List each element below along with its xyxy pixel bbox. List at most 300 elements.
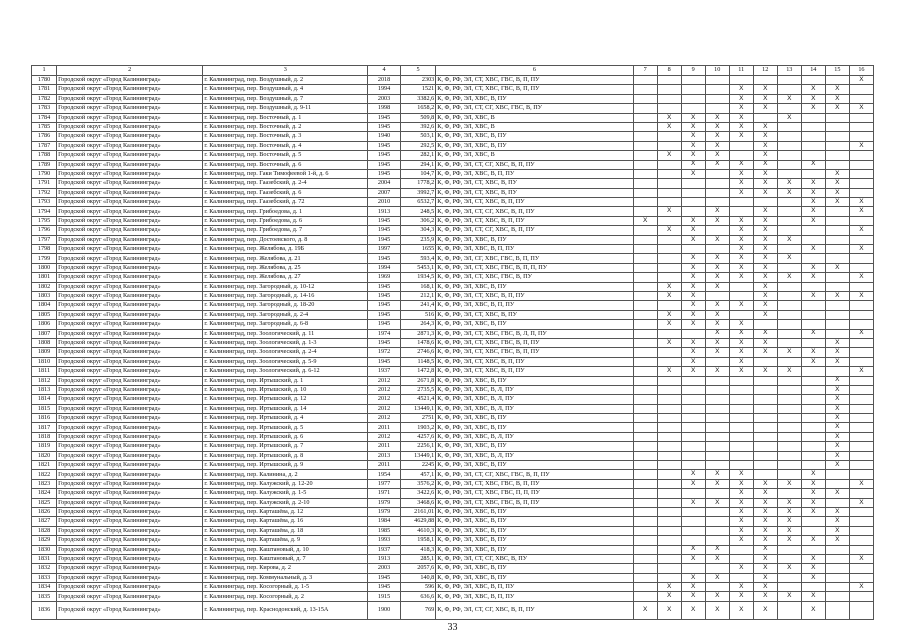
work-type-mark-cell: X [849,104,873,113]
work-type-mark-cell: X [753,601,777,619]
work-type-mark-cell [729,395,753,404]
work-type-mark-cell: X [753,169,777,178]
work-type-mark-cell [657,301,681,310]
work-type-mark-cell: X [705,216,729,225]
work-type-mark-cell [801,226,825,235]
row-number-cell: 1815 [32,404,57,413]
row-number-cell: 1784 [32,113,57,122]
work-type-mark-cell: X [681,254,705,263]
row-number-cell: 1792 [32,188,57,197]
address-cell: г. Калининград, пер. Калужский, д. 12-20 [203,479,368,488]
work-type-mark-cell: X [849,291,873,300]
work-type-mark-cell [849,592,873,601]
systems-cell: К, Ф, РФ, ЭЛ, ХВС, В, ПУ [436,564,633,573]
work-type-mark-cell [633,348,657,357]
area-cell: 2746,6 [400,348,436,357]
systems-cell: К, Ф, РФ, ЭЛ, ХВС, В, ПУ [436,545,633,554]
work-type-mark-cell [633,461,657,470]
work-type-mark-cell: X [705,329,729,338]
systems-cell: К, Ф, РФ, ЭЛ, ХВС, В, ПУ [436,282,633,291]
work-type-mark-cell [633,76,657,85]
work-type-mark-cell [633,310,657,319]
address-cell: г. Калининград, пер. Восточный, д. 4 [203,141,368,150]
municipality-cell: Городской округ «Город Калининград» [57,385,203,394]
row-number-cell: 1801 [32,273,57,282]
work-type-mark-cell [777,310,801,319]
address-cell: г. Калининград, пер. Воздушный, д. 7 [203,94,368,103]
work-type-mark-cell [657,451,681,460]
year-cell: 2010 [368,198,400,207]
work-type-mark-cell [729,291,753,300]
area-cell: 4257,6 [400,432,436,441]
work-type-mark-cell: X [825,94,849,103]
work-type-mark-cell [657,423,681,432]
area-cell: 1478,6 [400,338,436,347]
work-type-mark-cell: X [681,320,705,329]
work-type-mark-cell [705,226,729,235]
row-number-cell: 1825 [32,498,57,507]
work-type-mark-cell: X [825,404,849,413]
work-type-mark-cell: X [825,451,849,460]
work-type-mark-cell: X [729,85,753,94]
table-row [32,188,874,197]
work-type-mark-cell: X [753,554,777,563]
work-type-mark-cell [705,583,729,592]
municipality-cell: Городской округ «Город Калининград» [57,169,203,178]
year-cell: 1945 [368,291,400,300]
work-type-mark-cell [849,404,873,413]
row-number-cell: 1821 [32,461,57,470]
row-number-cell: 1820 [32,451,57,460]
work-type-mark-cell [633,517,657,526]
work-type-mark-cell [777,76,801,85]
work-type-mark-cell [705,414,729,423]
work-type-mark-cell: X [681,310,705,319]
work-type-mark-cell: X [777,498,801,507]
work-type-mark-cell [681,385,705,394]
work-type-mark-cell [681,376,705,385]
table-row [32,489,874,498]
work-type-mark-cell [777,320,801,329]
work-type-mark-cell [777,132,801,141]
row-number-cell: 1829 [32,536,57,545]
municipality-cell: Городской округ «Город Калининград» [57,188,203,197]
work-type-mark-cell [681,198,705,207]
work-type-mark-cell: X [681,357,705,366]
work-type-mark-cell [681,451,705,460]
work-type-mark-cell [657,263,681,272]
systems-cell: К, Ф, РФ, ЭЛ, ХВС, В, ПУ [436,414,633,423]
work-type-mark-cell [657,573,681,582]
table-row [32,282,874,291]
address-cell: г. Калининград, пер. Воздушный, д. 9-11 [203,104,368,113]
work-type-mark-cell: X [681,583,705,592]
work-type-mark-cell [681,517,705,526]
work-type-mark-cell: X [705,573,729,582]
area-cell: 13449,1 [400,451,436,460]
work-type-mark-cell: X [657,592,681,601]
work-type-mark-cell [825,245,849,254]
work-type-mark-cell: X [753,263,777,272]
work-type-mark-cell: X [777,235,801,244]
municipality-cell: Городской округ «Город Калининград» [57,263,203,272]
work-type-mark-cell: X [825,198,849,207]
table-row [32,169,874,178]
work-type-mark-cell [681,179,705,188]
work-type-mark-cell: X [681,273,705,282]
work-type-mark-cell: X [801,479,825,488]
municipality-cell: Городской округ «Город Калининград» [57,76,203,85]
table-row [32,245,874,254]
work-type-mark-cell [849,414,873,423]
work-type-mark-cell [849,489,873,498]
row-number-cell: 1791 [32,179,57,188]
work-type-mark-cell [801,141,825,150]
work-type-mark-cell [681,432,705,441]
year-cell: 2003 [368,564,400,573]
address-cell: г. Калининград, пер. Иртышский, д. 12 [203,395,368,404]
work-type-mark-cell: X [729,367,753,376]
work-type-mark-cell: X [753,254,777,263]
area-cell: 2256,1 [400,442,436,451]
work-type-mark-cell: X [705,132,729,141]
year-cell: 1945 [368,235,400,244]
work-type-mark-cell [801,423,825,432]
work-type-mark-cell: X [729,517,753,526]
work-type-mark-cell [633,526,657,535]
address-cell: г. Калининград, пер. Иртышский, д. 10 [203,385,368,394]
work-type-mark-cell: X [753,592,777,601]
systems-cell: К, Ф, РФ, ЭЛ, ХВС, В, ПУ [436,461,633,470]
year-cell: 1979 [368,507,400,516]
address-cell: г. Калининград, пер. Желябова, д. 19Б [203,245,368,254]
table-row [32,517,874,526]
work-type-mark-cell [633,367,657,376]
systems-cell: К, Ф, РФ, ЭЛ, ХВС, В, П, ПУ [436,592,633,601]
work-type-mark-cell: X [849,198,873,207]
work-type-mark-cell: X [849,479,873,488]
work-type-mark-cell [633,423,657,432]
systems-cell: К, Ф, РФ, ЭЛ, СТ, ХВС, В, П, ПУ [436,291,633,300]
address-cell: г. Калининград, пер. Зоологический, д. 1-3 [203,338,368,347]
municipality-cell: Городской округ «Город Калининград» [57,132,203,141]
area-cell: 418,3 [400,545,436,554]
work-type-mark-cell [705,432,729,441]
work-type-mark-cell [801,414,825,423]
work-type-mark-cell [825,583,849,592]
address-cell: г. Калининград, пер. Грибоедова, д. 7 [203,226,368,235]
work-type-mark-cell: X [681,498,705,507]
table-row [32,536,874,545]
area-cell: 769 [400,601,436,619]
row-number-cell: 1831 [32,554,57,563]
systems-cell: К, Ф, РФ, ЭЛ, ХВС, В, П, ПУ [436,169,633,178]
area-cell: 392,6 [400,122,436,131]
work-type-mark-cell [849,601,873,619]
work-type-mark-cell: X [729,536,753,545]
work-type-mark-cell [633,442,657,451]
area-cell: 285,1 [400,554,436,563]
work-type-mark-cell [705,357,729,366]
area-cell: 3992,7 [400,188,436,197]
area-cell: 2303 [400,76,436,85]
work-type-mark-cell: X [681,169,705,178]
work-type-mark-cell [825,367,849,376]
work-type-mark-cell [777,301,801,310]
work-type-mark-cell: X [849,76,873,85]
row-number-cell: 1836 [32,601,57,619]
work-type-mark-cell [729,554,753,563]
work-type-mark-cell: X [681,160,705,169]
work-type-mark-cell [825,573,849,582]
work-type-mark-cell [777,461,801,470]
systems-cell: К, Ф, РФ, ЭЛ, СТ, ХВС, В, ПУ [436,310,633,319]
work-type-mark-cell [849,573,873,582]
work-type-mark-cell [849,517,873,526]
work-type-mark-cell: X [729,479,753,488]
table-row [32,526,874,535]
table-row [32,132,874,141]
work-type-mark-cell: X [729,179,753,188]
table-row [32,85,874,94]
table-row [32,376,874,385]
work-type-mark-cell [657,132,681,141]
area-cell: 1521 [400,85,436,94]
row-number-cell: 1790 [32,169,57,178]
work-type-mark-cell [681,404,705,413]
work-type-mark-cell [801,545,825,554]
address-cell: г. Калининград, пер. Карташёва, д. 18 [203,526,368,535]
work-type-mark-cell [777,545,801,554]
row-number-cell: 1786 [32,132,57,141]
year-cell: 1993 [368,536,400,545]
work-type-mark-cell [705,85,729,94]
work-type-mark-cell [825,301,849,310]
row-number-cell: 1796 [32,226,57,235]
work-type-mark-cell: X [753,517,777,526]
area-cell: 140,8 [400,573,436,582]
systems-cell: К, Ф, РФ, ЭЛ, ХВС, В, ПУ [436,573,633,582]
systems-cell: К, Ф, РФ, ЭЛ, СТ, ХВС, ГВС, В, П, П, ПУ [436,263,633,272]
work-type-mark-cell [825,141,849,150]
table-row [32,479,874,488]
work-type-mark-cell [657,414,681,423]
work-type-mark-cell [825,601,849,619]
work-type-mark-cell [801,151,825,160]
work-type-mark-cell: X [729,601,753,619]
work-type-mark-cell [849,357,873,366]
area-cell: 2245 [400,461,436,470]
address-cell: г. Калининград, пер. Воздушный, д. 2 [203,76,368,85]
municipality-cell: Городской округ «Город Калининград» [57,254,203,263]
work-type-mark-cell [849,151,873,160]
municipality-cell: Городской округ «Город Калининград» [57,414,203,423]
municipality-cell: Городской округ «Город Калининград» [57,113,203,122]
year-cell: 1940 [368,132,400,141]
work-type-mark-cell [705,376,729,385]
work-type-mark-cell: X [681,601,705,619]
work-type-mark-cell [801,132,825,141]
year-cell: 1945 [368,310,400,319]
work-type-mark-cell: X [633,216,657,225]
work-type-mark-cell [657,329,681,338]
work-type-mark-cell: X [777,479,801,488]
work-type-mark-cell [825,216,849,225]
column-number-header: 12 [753,66,777,76]
systems-cell: К, Ф, РФ, ЭЛ, ХВС, В, П, ПУ [436,583,633,592]
work-type-mark-cell: X [657,320,681,329]
work-type-mark-cell [777,376,801,385]
work-type-mark-cell: X [753,122,777,131]
work-type-mark-cell [705,188,729,197]
work-type-mark-cell: X [825,85,849,94]
work-type-mark-cell [777,489,801,498]
work-type-mark-cell: X [801,554,825,563]
table-row [32,76,874,85]
work-type-mark-cell: X [681,573,705,582]
work-type-mark-cell: X [729,160,753,169]
work-type-mark-cell: X [729,104,753,113]
work-type-mark-cell [657,517,681,526]
work-type-mark-cell: X [801,216,825,225]
work-type-mark-cell: X [705,348,729,357]
work-type-mark-cell [801,432,825,441]
work-type-mark-cell: X [825,348,849,357]
municipality-cell: Городской округ «Город Калининград» [57,141,203,150]
work-type-mark-cell: X [705,367,729,376]
work-type-mark-cell: X [753,498,777,507]
area-cell: 6532,7 [400,198,436,207]
systems-cell: К, Ф, РФ, ЭЛ, СТ, ХВС, ГВС, В, ПУ [436,273,633,282]
work-type-mark-cell: X [753,235,777,244]
row-number-cell: 1812 [32,376,57,385]
work-type-mark-cell [801,583,825,592]
table-row [32,423,874,432]
column-number-header: 14 [801,66,825,76]
address-cell: г. Калининград, пер. Гаазебский, д. 6 [203,188,368,197]
systems-cell: К, Ф, РФ, ЭЛ, ХВС, В, ПУ [436,517,633,526]
area-cell: 1472,8 [400,367,436,376]
area-cell: 212,1 [400,291,436,300]
work-type-mark-cell [729,151,753,160]
address-cell: г. Калининград, пер. Карташёва, д. 16 [203,517,368,526]
column-number-header: 13 [777,66,801,76]
work-type-mark-cell: X [729,583,753,592]
work-type-mark-cell: X [777,592,801,601]
work-type-mark-cell [849,320,873,329]
work-type-mark-cell [657,348,681,357]
work-type-mark-cell [777,198,801,207]
work-type-mark-cell [825,273,849,282]
systems-cell: К, Ф, РФ, ЭЛ, ХВС, В, ПУ [436,507,633,516]
work-type-mark-cell: X [753,94,777,103]
work-type-mark-cell: X [729,226,753,235]
year-cell: 1915 [368,592,400,601]
work-type-mark-cell [633,291,657,300]
work-type-mark-cell [825,132,849,141]
area-cell: 304,3 [400,226,436,235]
address-cell: г. Калининград, пер. Косогорный, д. 2 [203,592,368,601]
work-type-mark-cell [801,169,825,178]
work-type-mark-cell [705,517,729,526]
work-type-mark-cell [801,395,825,404]
work-type-mark-cell: X [753,207,777,216]
work-type-mark-cell [633,273,657,282]
work-type-mark-cell: X [705,151,729,160]
work-type-mark-cell [633,432,657,441]
systems-cell: К, Ф, РФ, ЭЛ, СТ, ХВС, ГВС, В, Л, П, ПУ [436,329,633,338]
area-cell: 4610,3 [400,526,436,535]
row-number-cell: 1832 [32,564,57,573]
work-type-mark-cell [729,282,753,291]
year-cell: 2012 [368,404,400,413]
systems-cell: К, Ф, РФ, ЭЛ, ХВС, В, Л, ПУ [436,395,633,404]
work-type-mark-cell [777,395,801,404]
work-type-mark-cell: X [729,263,753,272]
systems-cell: К, Ф, РФ, ЭЛ, СТ, ХВС, В, П, ПУ [436,367,633,376]
work-type-mark-cell [777,554,801,563]
systems-cell: К, Ф, РФ, ЭЛ, ХВС, В, ПУ [436,442,633,451]
area-cell: 5453,1 [400,263,436,272]
systems-cell: К, Ф, РФ, ЭЛ, СТ, СГ, ХВС, В, П, ПУ [436,207,633,216]
year-cell: 1945 [368,160,400,169]
work-type-mark-cell [705,179,729,188]
year-cell: 1985 [368,526,400,535]
work-type-mark-cell [633,507,657,516]
work-type-mark-cell: X [801,470,825,479]
row-number-cell: 1830 [32,545,57,554]
work-type-mark-cell [657,357,681,366]
municipality-cell: Городской округ «Город Калининград» [57,507,203,516]
year-cell: 1945 [368,169,400,178]
row-number-cell: 1798 [32,245,57,254]
municipality-cell: Городской округ «Город Калининград» [57,404,203,413]
area-cell: 596 [400,583,436,592]
row-number-cell: 1783 [32,104,57,113]
work-type-mark-cell [633,254,657,263]
address-cell: г. Калининград, пер. Зоологический, д. 2-4 [203,348,368,357]
column-number-header: 7 [633,66,657,76]
work-type-mark-cell [657,404,681,413]
work-type-mark-cell [729,432,753,441]
work-type-mark-cell [753,451,777,460]
work-type-mark-cell [657,216,681,225]
address-cell: г. Калининград, пер. Восточный, д. 6 [203,160,368,169]
column-number-header: 1 [32,66,57,76]
area-cell: 1658,2 [400,104,436,113]
work-type-mark-cell [825,592,849,601]
area-cell: 241,4 [400,301,436,310]
work-type-mark-cell: X [753,338,777,347]
work-type-mark-cell [633,545,657,554]
work-type-mark-cell [681,564,705,573]
municipality-cell: Городской округ «Город Калининград» [57,235,203,244]
work-type-mark-cell [777,216,801,225]
work-type-mark-cell [825,282,849,291]
row-number-cell: 1808 [32,338,57,347]
work-type-mark-cell: X [753,507,777,516]
work-type-mark-cell: X [729,526,753,535]
area-cell: 503,1 [400,132,436,141]
work-type-mark-cell [633,536,657,545]
work-type-mark-cell [825,564,849,573]
municipality-cell: Городской округ «Город Калининград» [57,442,203,451]
work-type-mark-cell [777,160,801,169]
work-type-mark-cell: X [753,291,777,300]
work-type-mark-cell [705,461,729,470]
systems-cell: К, Ф, РФ, ЭЛ, ХВС, В, ПУ [436,423,633,432]
municipality-cell: Городской округ «Город Калининград» [57,564,203,573]
